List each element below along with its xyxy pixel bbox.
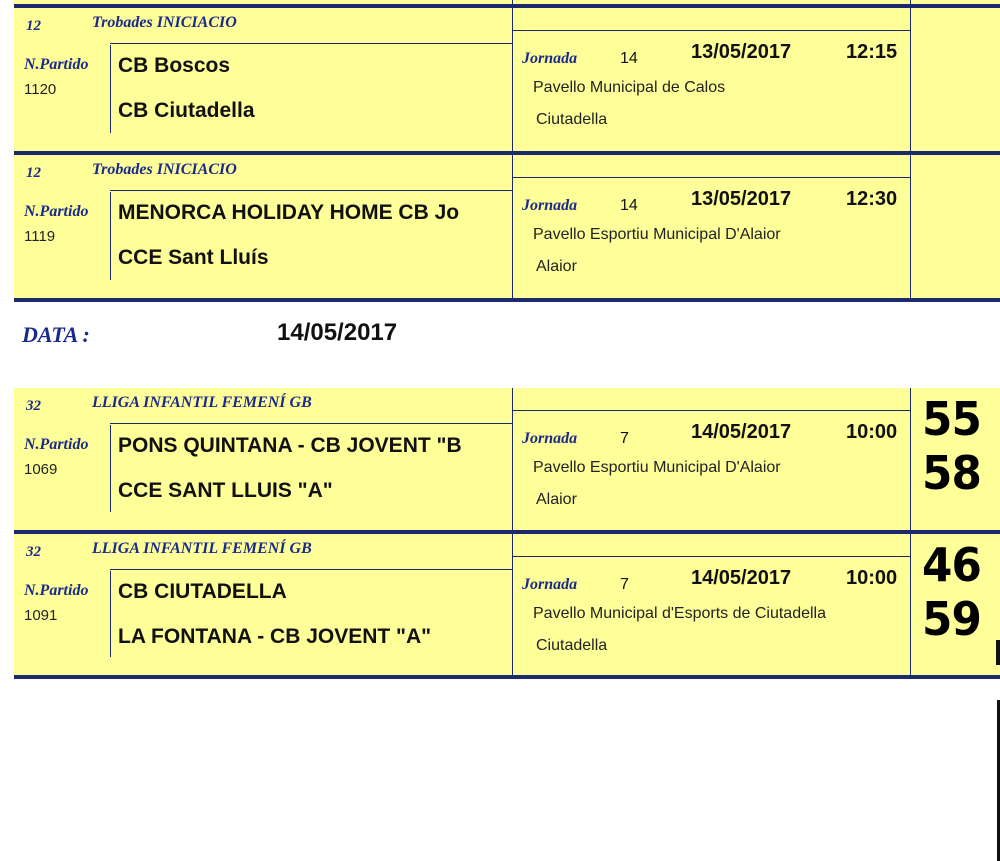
- match-time: 10:00: [846, 567, 898, 589]
- jornada-label: Jornada: [522, 50, 578, 67]
- away-score: 59: [922, 592, 981, 646]
- date-heading-value: 14/05/2017: [277, 319, 398, 346]
- npartido-label: N.Partido: [24, 582, 89, 599]
- home-score: 55: [922, 392, 981, 446]
- category-name: Trobades INICIACIO: [92, 161, 237, 178]
- match-date: 13/05/2017: [691, 188, 792, 210]
- category-code: 32: [26, 544, 41, 560]
- jornada-number: 7: [620, 430, 629, 447]
- jornada-number: 14: [620, 50, 638, 67]
- match-card: [14, 8, 1000, 155]
- venue: Pavello Municipal d'Esports de Ciutadella: [533, 605, 826, 622]
- date-heading-label: DATA :: [22, 322, 90, 347]
- npartido-number: 1069: [24, 461, 58, 478]
- away-team: CCE Sant Lluís: [118, 246, 269, 269]
- category-code: 12: [26, 18, 41, 34]
- match-date: 13/05/2017: [691, 41, 792, 63]
- jornada-label: Jornada: [522, 197, 578, 214]
- home-team: MENORCA HOLIDAY HOME CB Jo: [118, 201, 460, 224]
- npartido-number: 1120: [24, 81, 57, 98]
- match-date: 14/05/2017: [691, 567, 792, 589]
- jornada-number: 7: [620, 576, 629, 593]
- category-name: LLIGA INFANTIL FEMENÍ GB: [92, 540, 312, 557]
- jornada-label: Jornada: [522, 430, 578, 447]
- category-name: LLIGA INFANTIL FEMENÍ GB: [92, 394, 312, 411]
- match-card: [14, 155, 1000, 302]
- city: Ciutadella: [536, 111, 608, 128]
- npartido-label: N.Partido: [24, 56, 89, 73]
- edge-mark: [996, 640, 1000, 665]
- away-team: CCE SANT LLUIS "A": [118, 479, 333, 502]
- city: Alaior: [536, 491, 577, 508]
- category-name: Trobades INICIACIO: [92, 14, 237, 31]
- home-team: CB CIUTADELLA: [118, 580, 287, 603]
- match-date: 14/05/2017: [691, 421, 792, 443]
- npartido-number: 1091: [24, 607, 58, 624]
- venue: Pavello Esportiu Municipal D'Alaior: [533, 459, 781, 476]
- category-code: 32: [26, 398, 41, 414]
- jornada-number: 14: [620, 197, 638, 214]
- match-time: 10:00: [846, 421, 898, 443]
- npartido-number: 1119: [24, 228, 56, 245]
- city: Ciutadella: [536, 637, 608, 654]
- match-card: [14, 534, 1000, 679]
- npartido-label: N.Partido: [24, 203, 89, 220]
- previous-card-bottom: [14, 0, 1000, 8]
- jornada-label: Jornada: [522, 576, 578, 593]
- city: Alaior: [536, 258, 577, 275]
- away-score: 58: [922, 446, 981, 500]
- venue: Pavello Esportiu Municipal D'Alaior: [533, 226, 781, 243]
- home-team: CB Boscos: [118, 54, 231, 77]
- category-code: 12: [26, 165, 41, 181]
- npartido-label: N.Partido: [24, 436, 89, 453]
- away-team: CB Ciutadella: [118, 99, 255, 122]
- away-team: LA FONTANA - CB JOVENT "A": [118, 625, 432, 648]
- match-time: 12:30: [846, 188, 898, 210]
- venue: Pavello Municipal de Calos: [533, 79, 726, 96]
- match-time: 12:15: [846, 41, 898, 63]
- home-team: PONS QUINTANA - CB JOVENT "B: [118, 434, 462, 457]
- home-score: 46: [922, 538, 981, 592]
- match-card: [14, 388, 1000, 534]
